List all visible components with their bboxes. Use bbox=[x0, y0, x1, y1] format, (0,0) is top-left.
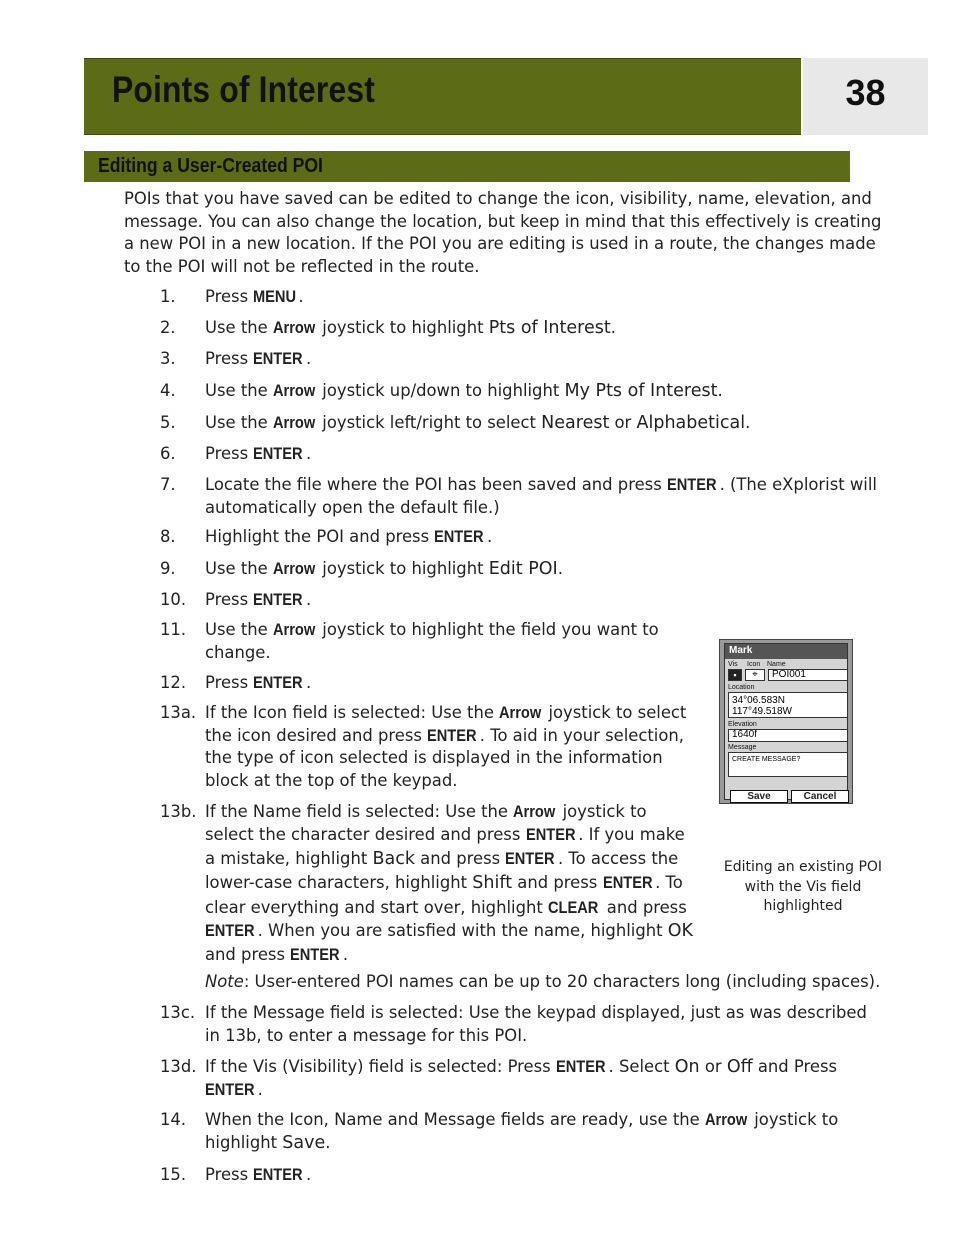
message-label: Message bbox=[728, 744, 757, 751]
page-number: 38 bbox=[845, 72, 886, 113]
vis-label: Vis bbox=[728, 661, 738, 668]
name-label: Name bbox=[767, 661, 786, 668]
figure-caption: Editing an existing POI with the Vis field highlighted bbox=[723, 859, 883, 914]
message-field[interactable]: CREATE MESSAGE? bbox=[728, 752, 848, 777]
longitude-value: 117°49.518W bbox=[732, 706, 792, 717]
device-titlebar bbox=[725, 644, 847, 659]
chapter-header-bar bbox=[84, 58, 801, 135]
elevation-field[interactable]: 1640f bbox=[728, 729, 848, 742]
location-field[interactable] bbox=[728, 692, 848, 718]
page-number-box bbox=[803, 58, 928, 135]
icon-field[interactable]: ⌖ bbox=[745, 669, 765, 681]
vis-field[interactable]: ▪ bbox=[728, 669, 742, 681]
latitude-value: 34°06.583N bbox=[732, 695, 785, 706]
elevation-label: Elevation bbox=[728, 721, 757, 728]
icon-label: Icon bbox=[747, 661, 761, 668]
location-label: Location bbox=[728, 684, 755, 691]
intro-paragraph: POIs that you have saved can be edited to change the icon, visibility, name, elevation, and message. You can also change the location, but keep in mind that this effectively is creating a new POI in a new location. If the POI you are editing is used in a route, the changes made to the POI will not be reflected in the route. bbox=[124, 189, 882, 276]
device-title: Mark bbox=[729, 645, 753, 656]
chapter-title: Points of Interest bbox=[112, 69, 375, 110]
section-title: Editing a User-Created POI bbox=[98, 155, 323, 177]
save-button[interactable]: Save bbox=[730, 790, 788, 803]
device-screen bbox=[724, 643, 848, 800]
step-number: 1. bbox=[160, 287, 176, 306]
cancel-button[interactable]: Cancel bbox=[791, 790, 849, 803]
device-screenshot bbox=[719, 639, 853, 804]
section-header-bar bbox=[84, 151, 850, 182]
name-field[interactable]: POI001 bbox=[768, 669, 848, 681]
